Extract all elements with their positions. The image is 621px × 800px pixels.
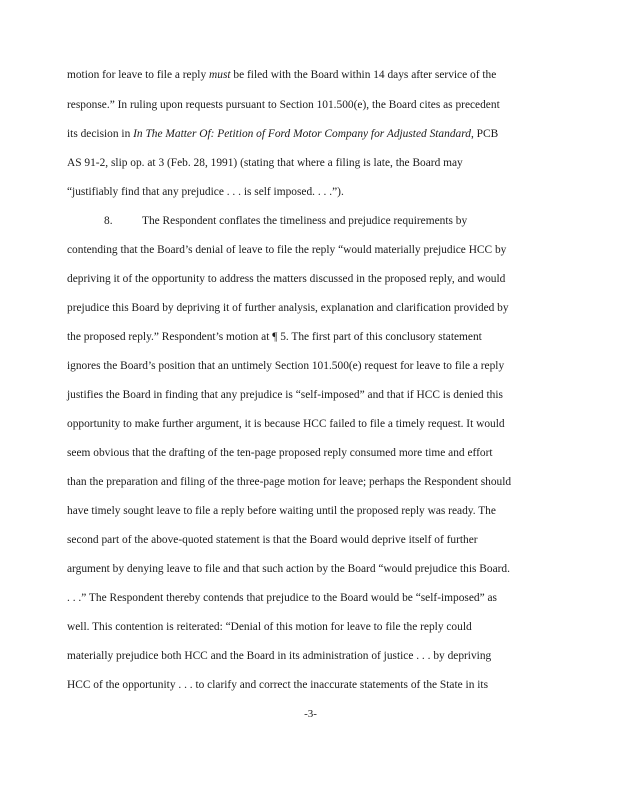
text-line: HCC of the opportunity . . . to clarify and correct the inaccurate statements of the State in its	[67, 679, 489, 691]
text-line: opportunity to make further argument, it is because HCC failed to file a timely request. It would	[67, 418, 505, 430]
text-line: the proposed reply.” Respondent’s motion at ¶ 5. The first part of this conclusory statement	[67, 331, 482, 343]
text-line: second part of the above-quoted statement is that the Board would deprive itself of further	[67, 534, 478, 546]
text-line: ignores the Board’s position that an untimely Section 101.500(e) request for leave to file a reply	[67, 360, 505, 372]
paragraph-first-line: The Respondent conflates the timeliness and prejudice requirements by	[142, 215, 468, 227]
text-line: well. This contention is reiterated: “Denial of this motion for leave to file the reply could	[67, 621, 472, 633]
text-line: . . .” The Respondent thereby contends that prejudice to the Board would be “self-imposed” as	[67, 592, 497, 604]
text-line: contending that the Board’s denial of leave to file the reply “would materially prejudice HCC by	[67, 244, 507, 256]
text-line: “justifiably find that any prejudice . . . is self imposed. . . .”).	[67, 186, 344, 198]
text-line: justifies the Board in finding that any prejudice is “self-imposed” and that if HCC is denied this	[67, 389, 503, 401]
text-line: its decision in In The Matter Of: Petition of Ford Motor Company for Adjusted Standard, PCB	[67, 128, 499, 140]
text-line: depriving it of the opportunity to address the matters discussed in the proposed reply, and would	[67, 273, 506, 285]
text-line: seem obvious that the drafting of the ten-page proposed reply consumed more time and effort	[67, 447, 493, 459]
text-line: motion for leave to file a reply must be filed with the Board within 14 days after service of the	[67, 69, 497, 81]
text-line: prejudice this Board by depriving it of further analysis, explanation and clarification provided by	[67, 302, 509, 314]
paragraph-number: 8.	[104, 215, 113, 227]
text-line: materially prejudice both HCC and the Board in its administration of justice . . . by depriving	[67, 650, 492, 662]
text-line: argument by denying leave to file and that such action by the Board “would prejudice this Board.	[67, 563, 510, 575]
text-line: than the preparation and filing of the three-page motion for leave; perhaps the Respondent should	[67, 476, 512, 488]
page-number: -3-	[304, 708, 317, 720]
text-line: AS 91-2, slip op. at 3 (Feb. 28, 1991) (stating that where a filing is late, the Board may	[67, 157, 463, 169]
text-line: have timely sought leave to file a reply before waiting until the proposed reply was ready. The	[67, 505, 496, 517]
text-line: response.” In ruling upon requests pursuant to Section 101.500(e), the Board cites as precedent	[67, 99, 500, 111]
